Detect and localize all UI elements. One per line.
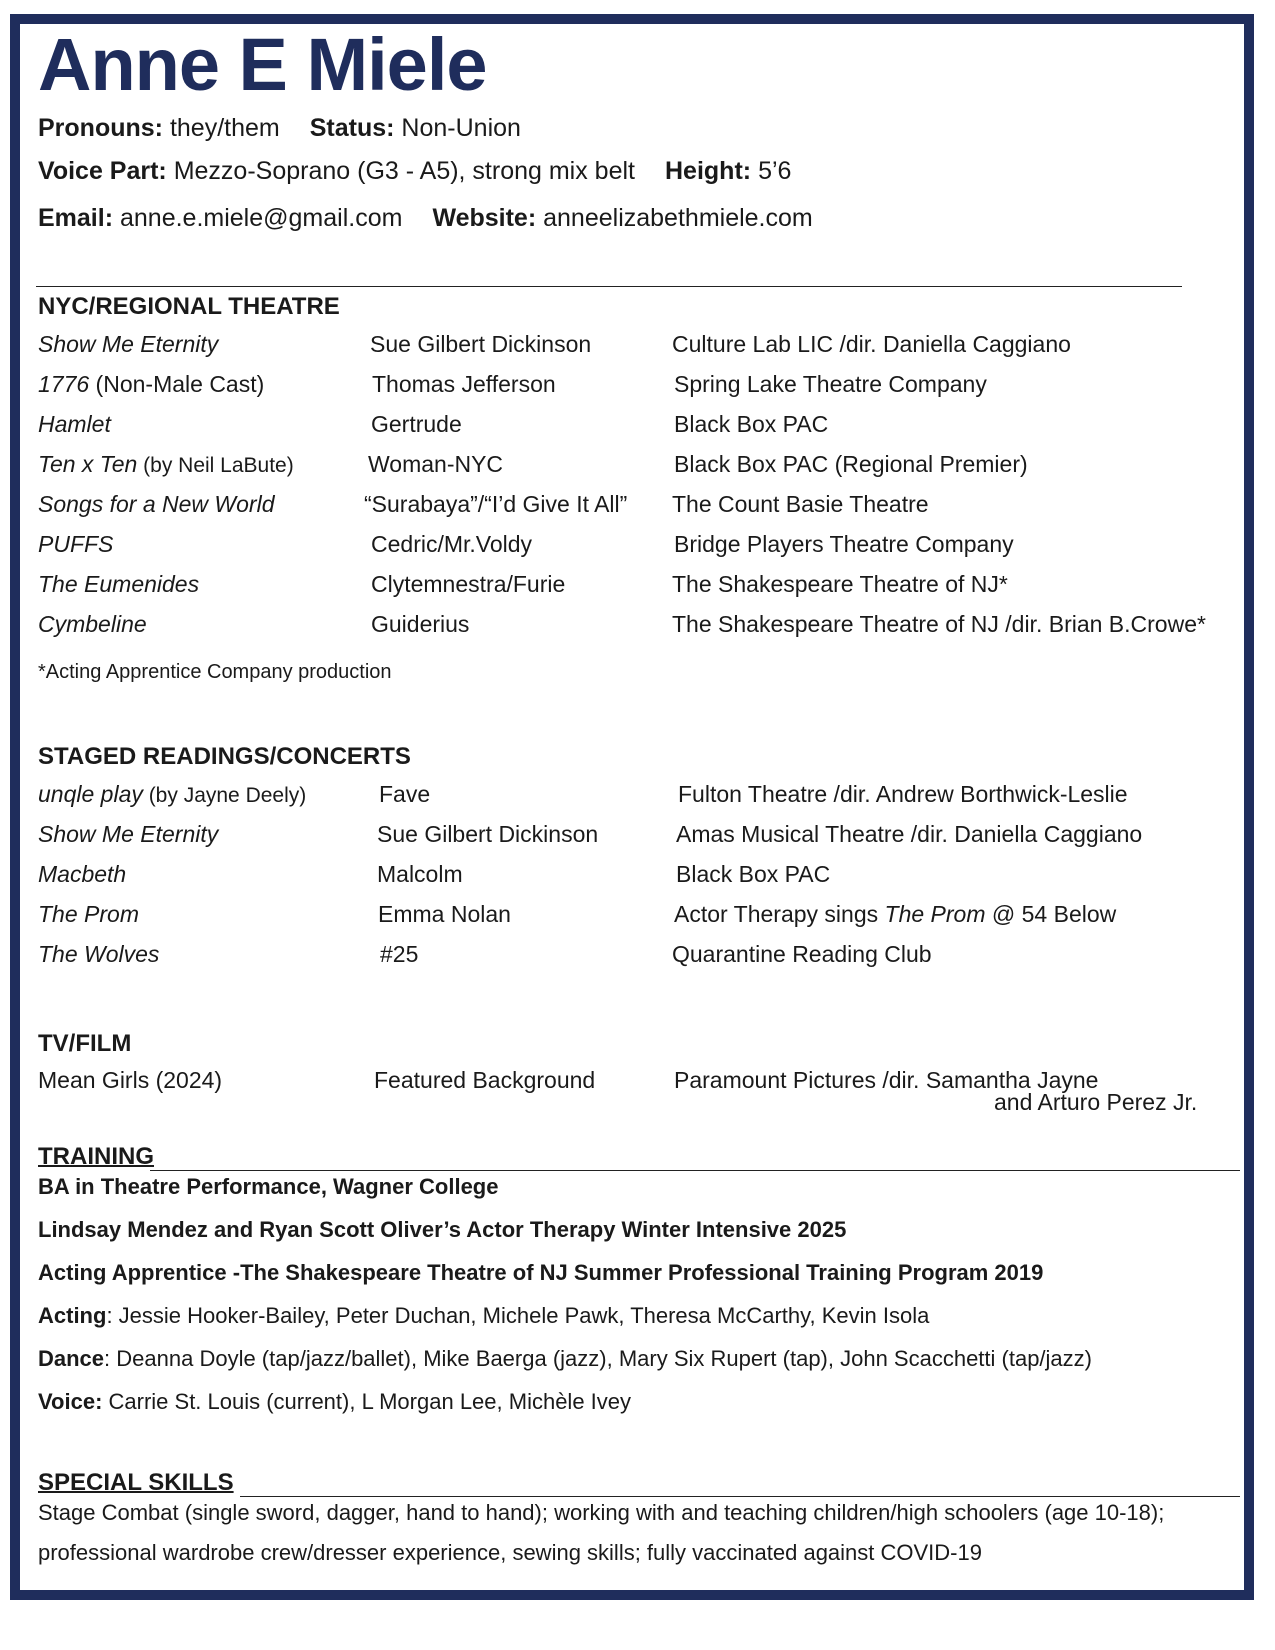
show-title: Ten x Ten (by Neil LaBute) [38,451,294,477]
section-heading-film: TV/FILM [38,1030,132,1057]
skills-text: Stage Combat (single sword, dagger, hand to hand); working with and teaching children/high schoolers (age 10-18); professional wardrobe crew/dresser experience, sewing skills; fully vaccinated against COVID-19 [38,1500,1165,1565]
company: Black Box PAC [674,411,829,437]
training-apprentice: Acting Apprentice -The Shakespeare Theatre of NJ Summer Professional Training Program 2019 [38,1260,1044,1285]
show-title: Show Me Eternity [38,331,219,357]
training-acting [38,1303,929,1329]
readings-row [0,901,1275,941]
acting-teachers: : Jessie Hooker-Bailey, Peter Duchan, Michele Pawk, Theresa McCarthy, Kevin Isola [106,1303,930,1328]
website-value: anneelizabethmiele.com [543,204,813,232]
role: Thomas Jefferson [372,371,556,397]
theatre-row [0,371,1275,411]
company: Black Box PAC (Regional Premier) [674,451,1028,477]
role: Cedric/Mr.Voldy [371,531,533,557]
voice-teachers: Carrie St. Louis (current), L Morgan Lee, Michèle Ivey [102,1389,632,1414]
role: Clytemnestra/Furie [371,571,566,597]
training-rule [150,1170,1240,1171]
info-line-contact [38,204,813,233]
section-heading-training: TRAINING [38,1143,154,1170]
role: Woman-NYC [368,451,504,477]
role: Fave [379,781,431,807]
section-heading-theatre: NYC/REGIONAL THEATRE [38,293,340,320]
height-value: 5’6 [758,157,792,185]
show-title: Show Me Eternity [38,821,219,847]
acting-label: Acting [38,1303,107,1328]
height-label: Height: [665,157,752,185]
pronouns-value: they/them [169,114,280,142]
dance-label: Dance [38,1346,105,1371]
role: Sue Gilbert Dickinson [377,821,599,847]
status-label: Status: [309,114,395,142]
voice-label: Voice: [38,1389,103,1414]
theatre-row [0,411,1275,451]
company: Spring Lake Theatre Company [674,371,987,397]
voice-part-label: Voice Part: [38,157,167,185]
show-title: Macbeth [38,861,127,887]
role: #25 [380,941,419,967]
show-title: The Prom [38,901,139,927]
role: “Surabaya”/“I’d Give It All” [364,491,628,517]
company: Quarantine Reading Club [672,941,932,967]
role: Malcolm [377,861,463,887]
info-line-voice [38,157,791,186]
readings-row [0,861,1275,901]
theatre-row [0,331,1275,371]
company: Culture Lab LIC /dir. Daniella Caggiano [672,331,1071,357]
film-row-continued [0,1089,1275,1129]
training-intensive: Lindsay Mendez and Ryan Scott Oliver’s Actor Therapy Winter Intensive 2025 [38,1217,847,1242]
email-label: Email: [38,204,114,232]
email-value: anne.e.miele@gmail.com [119,204,403,232]
show-title: Songs for a New World [38,491,275,517]
training-voice [38,1389,631,1415]
company: Paramount Pictures /dir. Samantha Jayne [674,1067,1099,1093]
theatre-row [0,491,1275,531]
training-dance [38,1346,1092,1372]
readings-row [0,821,1275,861]
company-continued: and Arturo Perez Jr. [994,1089,1198,1115]
theatre-row [0,531,1275,571]
info-line-pronouns [38,114,521,143]
readings-row [0,781,1275,821]
show-title: Cymbeline [38,611,147,637]
role: Sue Gilbert Dickinson [370,331,592,357]
theatre-row [0,571,1275,611]
apprentice-footnote: *Acting Apprentice Company production [38,661,392,683]
dance-teachers: : Deanna Doyle (tap/jazz/ballet), Mike Baerga (jazz), Mary Six Rupert (tap), John Scacchetti (tap/jazz) [104,1346,1092,1371]
film-title: Mean Girls (2024) [38,1067,223,1093]
header-divider [36,286,1182,287]
company: Actor Therapy sings The Prom @ 54 Below [674,901,1117,927]
performer-name: Anne E Miele [38,23,487,106]
company: The Shakespeare Theatre of NJ* [672,571,1008,597]
role: Gertrude [371,411,462,437]
pronouns-label: Pronouns: [38,114,163,142]
theatre-row [0,451,1275,491]
role: Featured Background [374,1067,596,1093]
section-heading-readings: STAGED READINGS/CONCERTS [38,743,411,770]
show-title: The Wolves [38,941,160,967]
show-title: Hamlet [38,411,111,437]
voice-part-value: Mezzo-Soprano (G3 - A5), strong mix belt [173,157,635,185]
company: Black Box PAC [676,861,831,887]
show-title: unqle play (by Jayne Deely) [38,781,307,807]
status-value: Non-Union [401,114,521,142]
theatre-row [0,611,1275,651]
show-title: PUFFS [38,531,114,557]
readings-row [0,941,1275,981]
company: The Shakespeare Theatre of NJ /dir. Brian B.Crowe* [672,611,1206,637]
show-title: The Eumenides [38,571,200,597]
website-label: Website: [432,204,537,232]
company: Fulton Theatre /dir. Andrew Borthwick-Leslie [678,781,1128,807]
company: Bridge Players Theatre Company [674,531,1014,557]
company: Amas Musical Theatre /dir. Daniella Caggiano [676,821,1143,847]
company: The Count Basie Theatre [672,491,929,517]
section-heading-skills: SPECIAL SKILLS [38,1469,234,1496]
training-degree: BA in Theatre Performance, Wagner College [38,1174,499,1199]
role: Emma Nolan [378,901,511,927]
show-title: 1776 (Non-Male Cast) [38,371,265,397]
role: Guiderius [371,611,470,637]
